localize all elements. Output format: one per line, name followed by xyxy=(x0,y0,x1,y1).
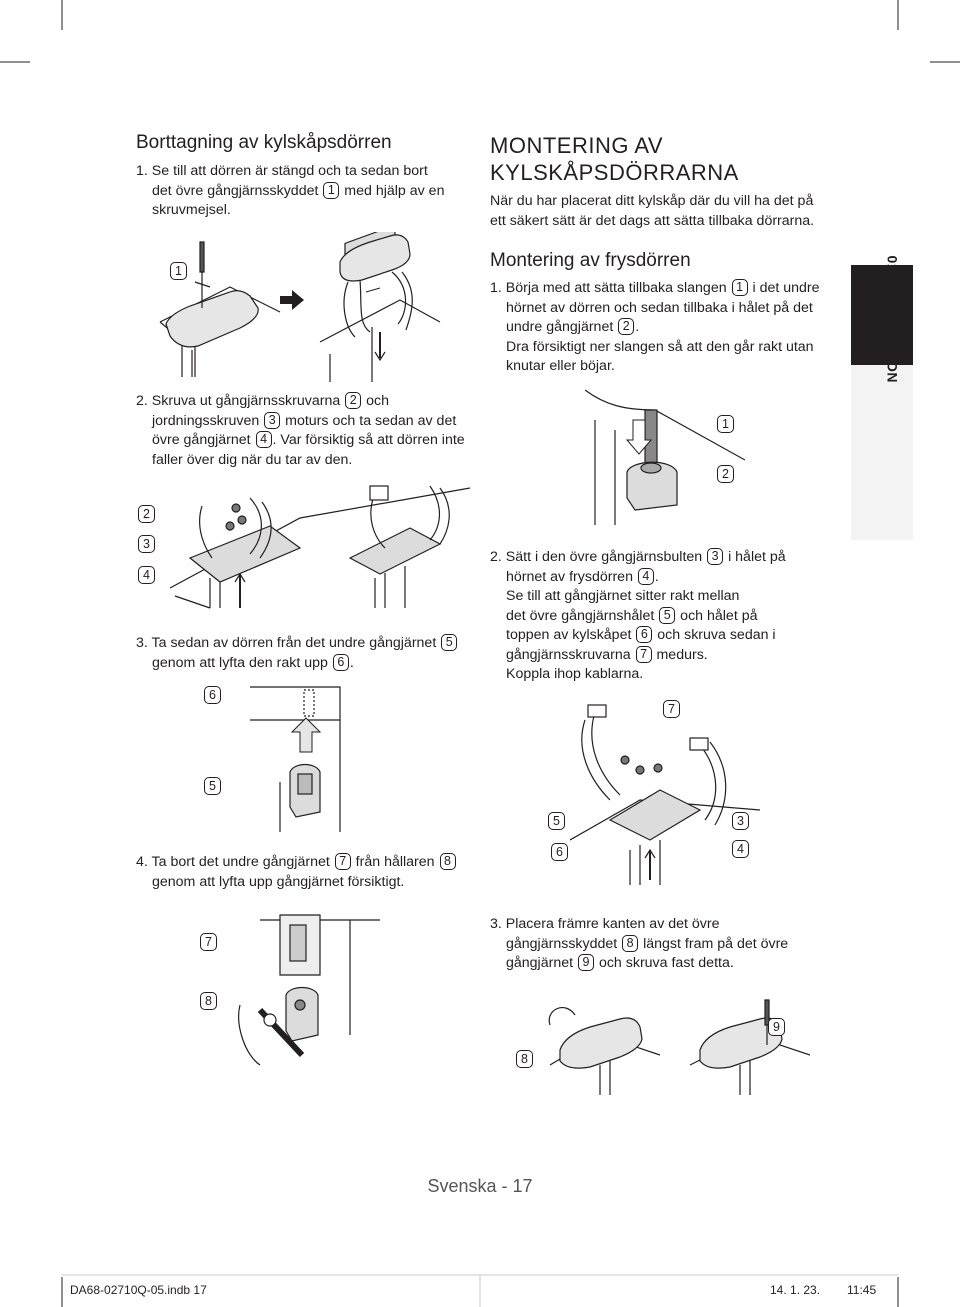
step-text: . Var försiktig så att dörren inte xyxy=(272,432,465,448)
step-text: och hålet på xyxy=(676,607,758,624)
step-text: Koppla ihop kablarna. xyxy=(506,666,644,682)
step-text: längst fram på det övre xyxy=(639,935,789,952)
callout-number: 9 xyxy=(578,954,594,971)
left-step-2 xyxy=(136,392,481,470)
figure-callout: 2 xyxy=(138,505,155,523)
step-text: det övre gångjärnshålet xyxy=(506,607,659,624)
step-text: gångjärnsskruvarna xyxy=(506,646,635,663)
step-text: moturs och ta sedan av det xyxy=(281,412,457,429)
figure-callout: 7 xyxy=(663,700,680,718)
callout-number: 8 xyxy=(440,853,456,870)
figure-callout: 2 xyxy=(717,465,734,483)
step-text: med hjälp av en xyxy=(340,182,445,199)
left-step-3 xyxy=(136,634,481,673)
callout-number: 1 xyxy=(732,279,748,296)
step-text: . xyxy=(654,568,659,585)
step-text: Skruva ut gångjärnsskruvarna xyxy=(151,393,345,409)
callout-number: 1 xyxy=(323,182,339,199)
section-title-remove-fridge-door: Borttagning av kylskåpsdörren xyxy=(136,132,392,153)
figure-callout: 5 xyxy=(204,777,221,795)
step-number: 4. xyxy=(136,854,152,870)
step-text: i hålet på xyxy=(724,549,786,565)
callout-number: 3 xyxy=(264,412,280,429)
callout-number: 5 xyxy=(441,634,457,651)
step-text: . xyxy=(635,319,640,335)
figure-callout: 1 xyxy=(170,262,187,280)
step-text: Ta bort det undre gångjärnet xyxy=(151,854,334,870)
figure-callout: 6 xyxy=(204,686,221,704)
figure-remove-lower-hinge xyxy=(230,905,410,1070)
callout-number: 8 xyxy=(622,935,638,952)
step-text: undre gångjärnet xyxy=(506,319,618,335)
step-text: toppen av kylskåpet xyxy=(506,627,636,643)
step-text: övre gångjärnet xyxy=(152,432,255,448)
step-text: Se till att gångjärnet sitter rakt mellan xyxy=(506,588,740,604)
callout-number: 2 xyxy=(345,392,361,409)
figure-remove-hinge-cover xyxy=(140,232,475,387)
step-text: och skruva fast detta. xyxy=(595,955,734,971)
step-text: Börja med att sätta tillbaka slangen xyxy=(505,280,731,296)
callout-number: 4 xyxy=(256,431,272,448)
figure-callout: 4 xyxy=(138,566,155,584)
step-number: 1. xyxy=(490,280,506,296)
intro-line: När du har placerat ditt kylskåp där du vill ha det på xyxy=(490,193,814,209)
right-step-3 xyxy=(490,915,840,974)
figure-hose-into-hinge xyxy=(585,380,745,525)
step-text: från hållaren xyxy=(351,854,439,870)
step-text: Ta sedan av dörren från det undre gångjärnet xyxy=(151,635,441,651)
figure-callout: 9 xyxy=(768,1018,785,1036)
figure-callout: 6 xyxy=(551,843,568,861)
step-text: faller över dig när du tar av den. xyxy=(152,451,353,468)
right-step-1 xyxy=(490,279,840,377)
callout-number: 6 xyxy=(333,654,349,671)
subsection-title-freezer-door: Montering av frysdörren xyxy=(490,250,691,271)
step-text: . xyxy=(349,654,354,671)
step-text: och skruva sedan i xyxy=(653,627,776,643)
page-footer: Svenska - 17 xyxy=(427,1176,533,1196)
step-text: knutar eller böjar. xyxy=(506,358,615,374)
step-text: och xyxy=(362,393,390,409)
step-text: Dra försiktigt ner slangen så att den går rakt utan xyxy=(506,338,814,355)
step-text: Placera främre kanten av det övre xyxy=(505,916,720,932)
callout-number: 6 xyxy=(636,626,652,643)
callout-number: 7 xyxy=(335,853,351,870)
step-number: 3. xyxy=(136,635,152,651)
callout-number: 2 xyxy=(618,318,634,335)
callout-number: 3 xyxy=(707,548,723,565)
figure-callout: 8 xyxy=(516,1050,533,1068)
step-text: hörnet av frysdörren xyxy=(506,568,637,585)
figure-callout: 5 xyxy=(548,812,565,830)
step-text: medurs. xyxy=(652,646,708,663)
figure-callout: 8 xyxy=(200,992,217,1010)
step-text: genom att lyfta den rakt upp xyxy=(152,654,332,671)
chapter-tab-label: 01 INSTALLATION xyxy=(884,255,901,384)
chapter-tab xyxy=(851,255,913,540)
print-file-info: DA68-02710Q-05.indb 17 xyxy=(70,1283,207,1297)
left-step-4 xyxy=(136,853,481,892)
right-step-2 xyxy=(490,548,840,685)
step-text: jordningsskruven xyxy=(152,412,264,429)
print-time: 11:45 xyxy=(847,1283,877,1297)
figure-callout: 7 xyxy=(200,933,217,951)
step-number: 1. xyxy=(136,163,152,179)
step-text: Se till att dörren är stängd och ta sedan bort xyxy=(151,163,428,179)
figure-unscrew-hinge xyxy=(150,478,480,618)
figure-mount-upper-hinge xyxy=(570,700,760,885)
figure-attach-hinge-cover xyxy=(540,995,810,1095)
chapter-tab-marker xyxy=(851,265,913,365)
intro-paragraph xyxy=(490,192,850,231)
figure-lift-door xyxy=(220,682,400,832)
left-step-1 xyxy=(136,162,476,221)
step-text: Sätt i den övre gångjärnsbulten xyxy=(505,549,707,565)
callout-number: 7 xyxy=(636,646,652,663)
title-line: MONTERING AV xyxy=(490,133,664,158)
intro-line: ett säkert sätt är det dags att sätta tillbaka dörrarna. xyxy=(490,212,815,229)
step-text: det övre gångjärnsskyddet xyxy=(152,182,323,199)
print-date: 14. 1. 23. xyxy=(770,1283,821,1297)
figure-callout: 4 xyxy=(732,840,749,858)
figure-callout: 3 xyxy=(732,812,749,830)
step-number: 2. xyxy=(490,549,506,565)
step-text: gångjärnet xyxy=(506,955,577,971)
section-title-mount-doors xyxy=(490,132,739,186)
figure-callout: 1 xyxy=(717,415,734,433)
step-text: hörnet av dörren och sedan tillbaka i hålet på det xyxy=(506,299,813,316)
step-text: i det undre xyxy=(748,280,820,296)
figure-callout: 3 xyxy=(138,535,155,553)
step-text: genom att lyfta upp gångjärnet försiktigt. xyxy=(152,873,405,890)
title-line: KYLSKÅPSDÖRRARNA xyxy=(490,160,739,185)
step-text: gångjärnsskyddet xyxy=(506,935,622,952)
step-number: 3. xyxy=(490,916,506,932)
callout-number: 4 xyxy=(638,568,654,585)
step-text: skruvmejsel. xyxy=(152,202,231,218)
step-number: 2. xyxy=(136,393,152,409)
callout-number: 5 xyxy=(659,607,675,624)
